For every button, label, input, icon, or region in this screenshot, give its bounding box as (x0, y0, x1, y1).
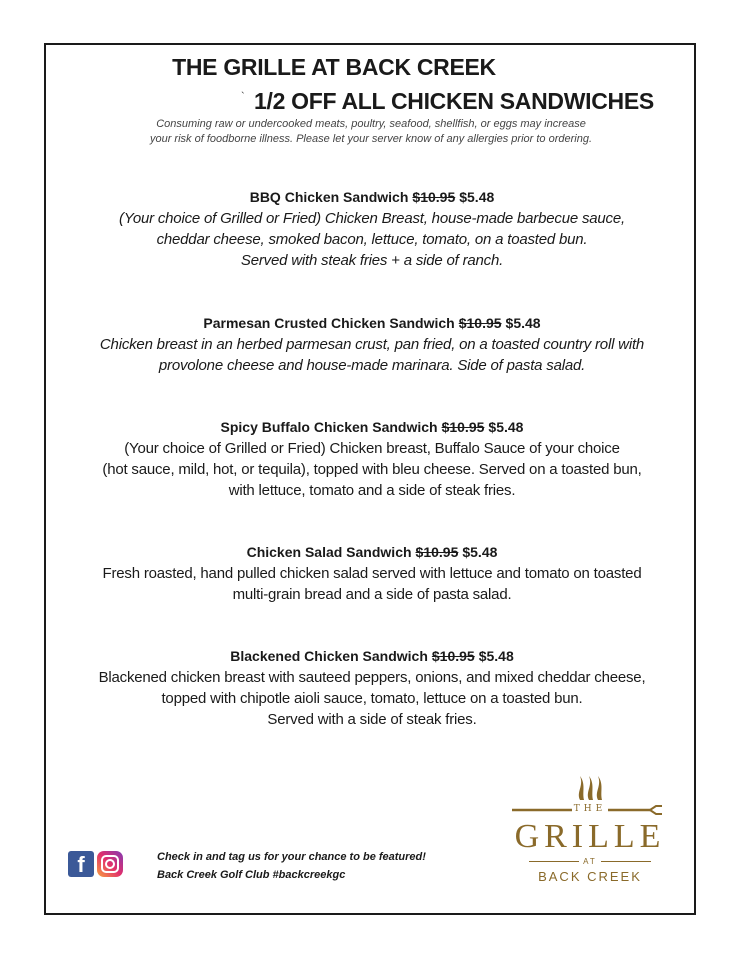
description-line: Served with steak fries + a side of ranch. (240, 252, 504, 269)
description-line: topped with chipotle aioli sauce, tomato, lettuce on a toasted bun. (161, 690, 583, 707)
menu-item-description (52, 438, 692, 501)
menu-item-blackened-chicken (52, 646, 692, 730)
description-line: Chicken breast in an herbed parmesan crust, pan fried, on a toasted country roll with (99, 336, 645, 353)
logo-the: THE (573, 804, 607, 814)
new-price: $5.48 (505, 315, 541, 331)
facebook-icon[interactable]: f (68, 851, 94, 877)
stray-mark: ` (241, 91, 245, 103)
menu-item-header (52, 187, 692, 207)
logo-grille: GRILLE (514, 818, 666, 855)
logo-at (500, 857, 680, 866)
grille-logo (500, 770, 680, 890)
logo-at-text: AT (583, 857, 597, 866)
menu-item-header (52, 646, 692, 666)
description-line: (Your choice of Grilled or Fried) Chicken breast, Buffalo Sauce of your choice (124, 440, 620, 457)
old-price: $10.95 (415, 544, 459, 560)
old-price: $10.95 (412, 189, 456, 205)
new-price: $5.48 (462, 544, 498, 560)
description-line: Fresh roasted, hand pulled chicken salad served with lettuce and tomato on toasted (102, 565, 642, 582)
description-line: provolone cheese and house-made marinara. Side of pasta salad. (158, 357, 586, 374)
check-in-line: Check in and tag us for your chance to be featured! (157, 851, 426, 863)
menu-item-description (52, 208, 692, 271)
new-price: $5.48 (488, 419, 524, 435)
menu-subtitle: 1/2 OFF ALL CHICKEN SANDWICHES (254, 88, 654, 114)
menu-item-spicy-buffalo-chicken (52, 417, 692, 501)
check-in-line: Back Creek Golf Club #backcreekgc (157, 869, 346, 881)
menu-item-description (52, 563, 692, 605)
menu-item-header (52, 542, 692, 562)
description-line: (Your choice of Grilled or Fried) Chicken Breast, house-made barbecue sauce, (119, 210, 625, 227)
menu-item-description (52, 334, 692, 376)
disclaimer-line: your risk of foodborne illness. Please let your server know of any allergies prior to ordering. (149, 133, 593, 145)
old-price: $10.95 (458, 315, 502, 331)
menu-item-name: Chicken Salad Sandwich (246, 544, 412, 560)
instagram-icon[interactable] (97, 851, 123, 877)
description-line: Blackened chicken breast with sauteed peppers, onions, and mixed cheddar cheese, (98, 669, 646, 686)
description-line: with lettuce, tomato and a side of steak fries. (228, 482, 516, 499)
menu-item-parmesan-chicken (52, 313, 692, 376)
social-icons (68, 851, 123, 877)
menu-item-bbq-chicken (52, 187, 692, 271)
new-price: $5.48 (459, 189, 495, 205)
description-line: multi-grain bread and a side of pasta salad. (232, 586, 512, 603)
menu-item-name: BBQ Chicken Sandwich (249, 189, 409, 205)
menu-item-name: Blackened Chicken Sandwich (230, 648, 428, 664)
menu-title: THE GRILLE AT BACK CREEK (172, 54, 496, 80)
menu-item-description (52, 667, 692, 730)
new-price: $5.48 (478, 648, 514, 664)
disclaimer-line: Consuming raw or undercooked meats, poultry, seafood, shellfish, or eggs may increase (156, 118, 586, 130)
description-line: (hot sauce, mild, hot, or tequila), topped with bleu cheese. Served on a toasted bun, (102, 461, 642, 478)
menu-item-header (52, 313, 692, 333)
logo-back-creek: BACK CREEK (538, 869, 642, 884)
menu-item-header (52, 417, 692, 437)
old-price: $10.95 (441, 419, 485, 435)
description-line: cheddar cheese, smoked bacon, lettuce, tomato, on a toasted bun. (156, 231, 588, 248)
description-line: Served with a side of steak fries. (267, 711, 477, 728)
menu-item-name: Parmesan Crusted Chicken Sandwich (203, 315, 455, 331)
check-in-callout (157, 848, 426, 884)
old-price: $10.95 (431, 648, 475, 664)
menu-item-chicken-salad (52, 542, 692, 605)
food-safety-disclaimer (60, 117, 682, 147)
menu-item-name: Spicy Buffalo Chicken Sandwich (220, 419, 438, 435)
